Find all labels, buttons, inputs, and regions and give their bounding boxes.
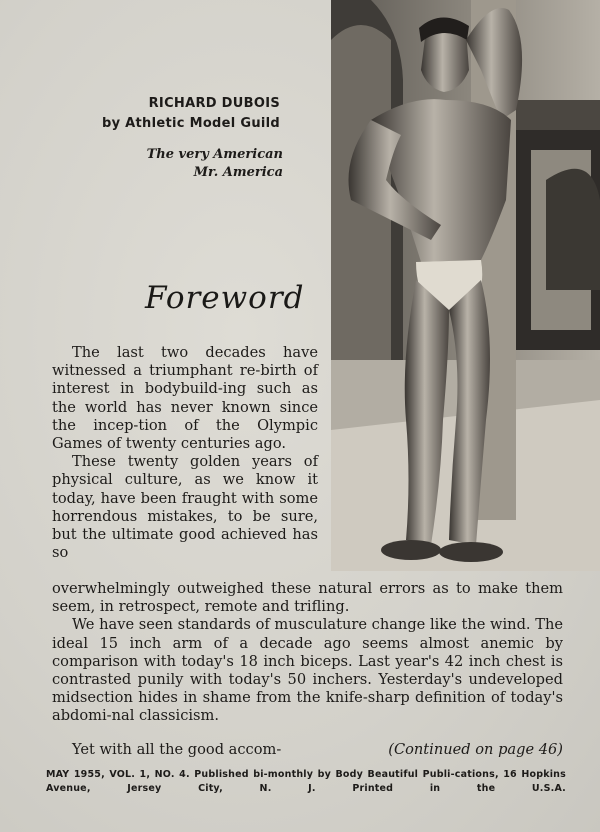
paragraph-3: We have seen standards of musculature change like the wind. The ideal 15 inch arm of a decade ago seems almost anemic by comparison with today's 18 inch biceps. Last year's 42 inch chest is contrasted punily with today's 50 inchers. Yesterday's undeveloped midsection hides in shame from the knife-sharp definition of today's abdomi-nal classicism.	[52, 616, 563, 725]
caption-line-2: Mr. America	[193, 165, 283, 180]
photographer-credit: by Athletic Model Guild	[101, 116, 280, 131]
bodybuilder-photo	[331, 0, 600, 571]
photo-caption	[120, 146, 283, 182]
article-column-wide	[52, 580, 563, 726]
caption-line-1: The very American	[146, 147, 283, 162]
section-heading: Foreword	[145, 280, 305, 316]
paragraph-1: The last two decades have witnessed a triumphant re-birth of interest in bodybuild-ing such as the world has never known since the incep-tion of the Olympic Games of twenty centuries ago.	[52, 344, 318, 453]
final-line	[52, 741, 563, 759]
paragraph-2-start: These twenty golden years of physical culture, as we know it today, have been fraught with some horrendous mistakes, to be sure, but the ultimate good achieved has so	[52, 453, 318, 562]
article-column-narrow	[52, 344, 318, 562]
publication-info: MAY 1955, VOL. 1, NO. 4. Published bi-monthly by Body Beautiful Publi-cations, 16 Hopkins Avenue, Jersey City, N. J. Printed in the U.S.A.	[46, 769, 566, 794]
continued-note: (Continued on page 46)	[388, 741, 563, 758]
paragraph-2-end: overwhelmingly outweighed these natural errors as to make them seem, in retrospect, remote and trifling.	[52, 580, 563, 616]
paragraph-4-start: Yet with all the good accom-	[72, 741, 282, 758]
model-name: RICHARD DUBOIS	[148, 96, 280, 111]
photo-credit	[80, 94, 280, 134]
